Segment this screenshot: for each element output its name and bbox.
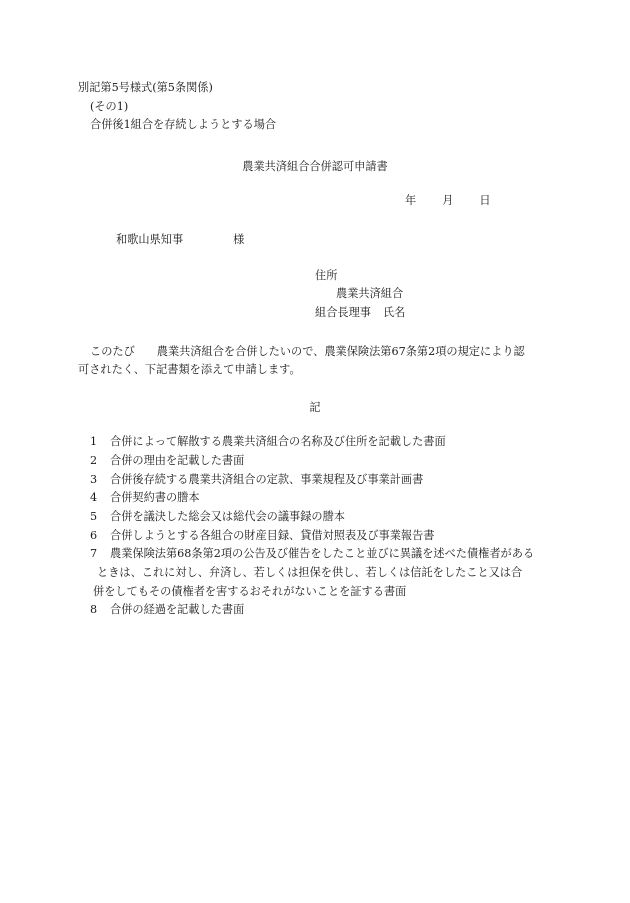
- applicant-address-label: 住所: [315, 269, 338, 282]
- date-month: 月: [442, 194, 454, 207]
- list-item: 2 合併の理由を記載した書面: [90, 454, 245, 467]
- body-prefix: このたび: [90, 345, 135, 358]
- list-item: 8 合併の経過を記載した書面: [90, 603, 245, 616]
- date-line: [405, 193, 491, 209]
- list-item-continuation: ときは、これに対し、弁済し、若しくは担保を供し、若しくは信託をしたこと又は合: [97, 566, 523, 579]
- addressee: [116, 232, 244, 248]
- list-item: 5 合併を議決した総会又は総代会の議事録の謄本: [90, 510, 345, 523]
- form-reference: 別記第5号様式(第5条関係): [78, 81, 213, 94]
- addressee-honorific: 様: [233, 233, 245, 246]
- body-line-1: [90, 344, 525, 360]
- body-line-2: 可されたく、下記書類を添えて申請します。: [78, 363, 301, 376]
- document-title: 農業共済組合合併認可申請書: [242, 160, 388, 173]
- list-item: 6 合併しようとする各組合の財産目録、貸借対照表及び事業報告書: [90, 529, 435, 542]
- list-item: 7 農業保険法第68条第2項の公告及び催告をしたこと並びに異議を述べた債権者がある: [90, 547, 535, 560]
- body-rest: 農業共済組合を合併したいので、農業保険法第67条第2項の規定により認: [156, 345, 525, 358]
- applicant-chief-label: 組合長理事: [315, 306, 371, 319]
- applicant-chief: [315, 305, 405, 321]
- list-item: 4 合併契約書の謄本: [90, 491, 200, 504]
- list-item: 3 合併後存続する農業共済組合の定款、事業規程及び事業計画書: [90, 473, 424, 486]
- applicant-name-label: 氏名: [382, 306, 406, 319]
- applicant-union-label: 農業共済組合: [336, 287, 404, 300]
- date-year: 年: [405, 194, 417, 207]
- list-item: 1 合併によって解散する農業共済組合の名称及び住所を記載した書面: [90, 435, 446, 448]
- ki-heading: 記: [309, 401, 321, 414]
- case-description: 合併後1組合を存続しようとする場合: [90, 118, 277, 131]
- form-subreference: (その1): [90, 100, 129, 113]
- addressee-name: 和歌山県知事: [116, 233, 184, 246]
- date-day: 日: [479, 194, 491, 207]
- list-item-continuation: 併をしてもその債権者を害するおそれがないことを証する書面: [93, 585, 407, 598]
